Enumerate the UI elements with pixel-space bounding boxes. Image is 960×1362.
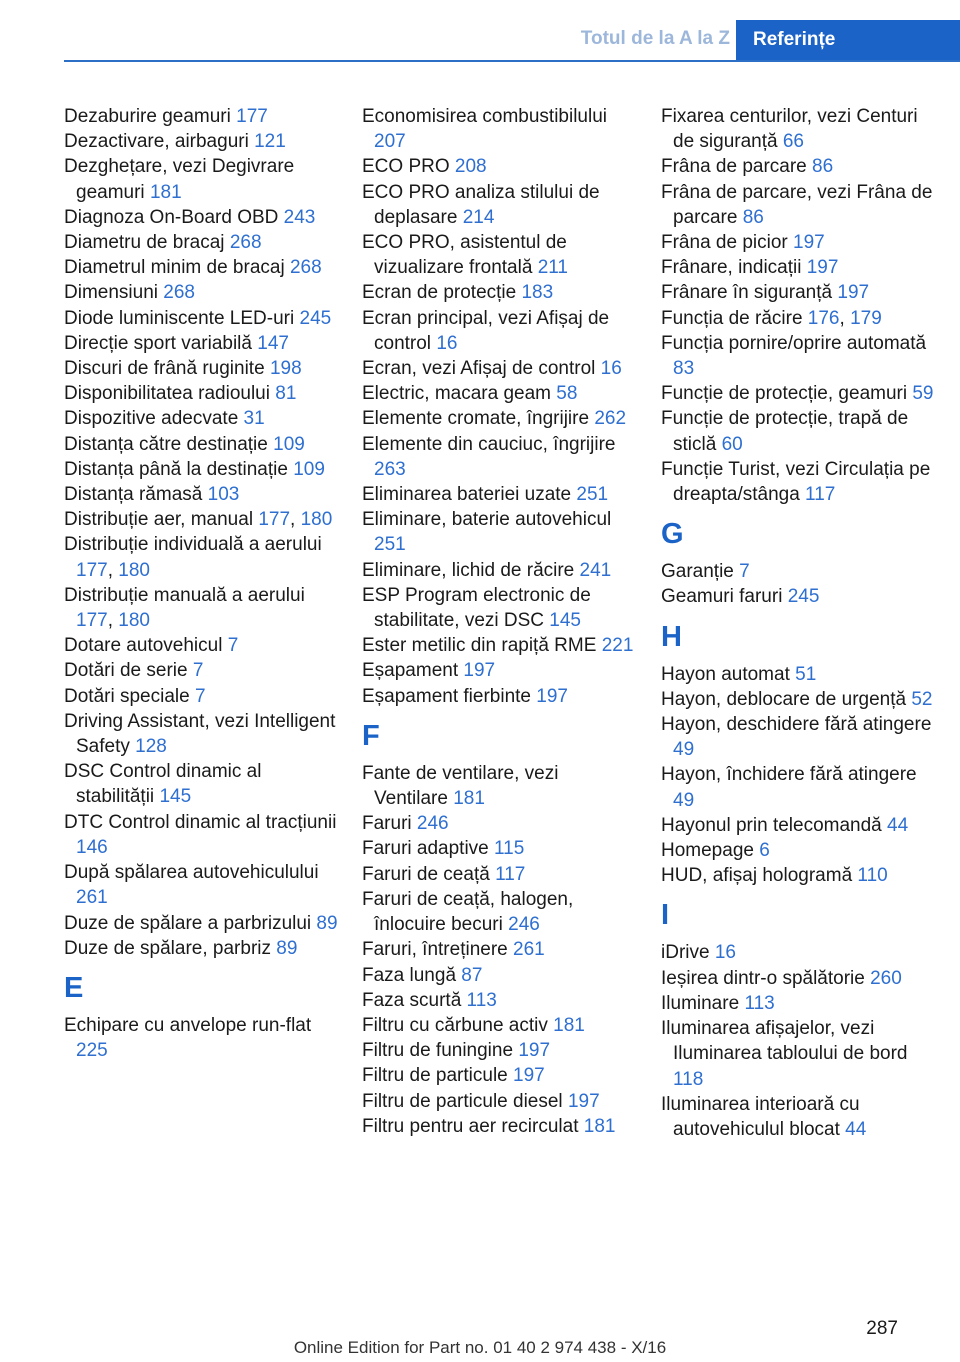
index-entry (661, 230, 936, 255)
index-entry (661, 966, 936, 991)
index-entry (362, 180, 637, 230)
entry-term: Ester metilic din rapiță RME (362, 635, 597, 657)
page-link[interactable]: 66 (782, 131, 804, 153)
index-entry (661, 584, 936, 609)
entry-term: Frâna de parcare, vezi Frâna de parcare (661, 181, 933, 228)
entry-term: Hayon, deschidere fără atingere (661, 714, 932, 736)
page-link[interactable]: 251 (576, 484, 609, 506)
entry-term: Eșapament fierbinte (362, 685, 531, 707)
index-entry (64, 356, 339, 381)
page-link[interactable]: 197 (837, 282, 870, 304)
entry-term: Duze de spălare a parbrizului (64, 912, 312, 934)
entry-term: HUD, afișaj hologramă (661, 865, 853, 887)
index-entry (661, 813, 936, 838)
index-entry (362, 1063, 637, 1088)
index-entry (661, 863, 936, 888)
index-entry (64, 406, 339, 431)
section-title: Totul de la A la Z (580, 28, 730, 49)
entry-term: Eliminare, baterie autovehicul (362, 509, 612, 531)
page-link[interactable]: 58 (556, 383, 578, 405)
index-entry (362, 154, 637, 179)
entry-term: Faza lungă (362, 964, 457, 986)
entry-term: Echipare cu anvelope run-flat (64, 1014, 312, 1036)
page-link[interactable]: 146 (76, 836, 108, 858)
page-link[interactable]: 147 (257, 332, 289, 354)
index-entry: Distribuție individuală a aerului 177, 180 (64, 534, 322, 581)
entry-term: Filtru de particule diesel (362, 1090, 563, 1112)
index-entry: Funcția de răcire 176, 179 (661, 307, 882, 329)
index-entry (362, 1089, 637, 1114)
index-entry (64, 684, 339, 709)
page-link[interactable]: 214 (462, 206, 495, 228)
page-link[interactable]: 197 (536, 685, 568, 707)
section-tab: Referințe (736, 20, 960, 62)
index-entry (64, 810, 339, 860)
index-entry (661, 559, 936, 584)
entry-term: Diode luminiscente LED-uri (64, 307, 295, 329)
index-letter: F (362, 719, 380, 752)
index-entry (362, 230, 637, 280)
page-link[interactable]: 49 (673, 739, 695, 761)
index-entry (362, 381, 637, 406)
entry-term: ECO PRO (362, 156, 450, 178)
index-entry (661, 1092, 936, 1142)
index-letter: G (661, 518, 684, 551)
entry-term: Diametrul minim de bracaj (64, 257, 285, 279)
entry-term: Dezghețare, vezi Degivrare geamuri (64, 156, 295, 203)
entry-term: Faruri de ceață (362, 863, 490, 885)
entry-term: Filtru de particule (362, 1065, 508, 1087)
page-link[interactable]: 197 (806, 257, 839, 279)
page-link[interactable]: 246 (416, 813, 449, 835)
entry-term: Filtru cu cărbune activ (362, 1014, 548, 1036)
page-link[interactable]: 60 (721, 433, 743, 455)
entry-term: Filtru pentru aer recirculat (362, 1115, 579, 1137)
index-entry (362, 432, 637, 482)
entry-term: Dotări de serie (64, 660, 188, 682)
page-link[interactable]: 115 (494, 838, 525, 860)
entry-term: Iluminarea afișajelor, vezi Iluminarea tabloului de bord (661, 1018, 908, 1065)
page-link[interactable]: 246 (508, 914, 540, 936)
footer-edition: Online Edition for Part no. 01 40 2 974 438 - X/16 (293, 1338, 667, 1357)
page-link[interactable]: 59 (912, 383, 934, 405)
page-link[interactable]: 7 (227, 635, 239, 657)
page-link[interactable]: 197 (793, 232, 825, 254)
page-link[interactable]: 121 (254, 131, 286, 153)
page-link[interactable]: 241 (579, 559, 612, 581)
page-link[interactable]: 86 (742, 206, 764, 228)
index-entry (362, 937, 637, 962)
page-link[interactable]: 128 (135, 736, 167, 758)
page-link[interactable]: 198 (269, 358, 302, 380)
page-link[interactable]: 181 (453, 788, 485, 810)
entry-term: Faruri de ceață, halogen, înlocuire becuri (362, 888, 574, 936)
page-link[interactable]: 207 (374, 131, 406, 153)
index-entry (661, 457, 936, 507)
index-entry (64, 911, 339, 936)
entry-term: Eliminarea bateriei uzate (362, 484, 572, 506)
entry-term: Hayon, închidere fără atingere (661, 764, 917, 786)
entry-term: Frâna de parcare (661, 156, 807, 178)
entry-term: iDrive (661, 942, 710, 964)
index-entry (64, 658, 339, 683)
index-entry (64, 432, 339, 457)
page-link[interactable]: 109 (293, 458, 325, 480)
page-link[interactable]: 183 (521, 282, 554, 304)
index-entry (661, 1016, 936, 1092)
entry-term: Hayonul prin telecomandă (661, 814, 882, 836)
page-link[interactable]: 44 (845, 1118, 867, 1140)
entry-term: Frânare, indicații (661, 257, 802, 279)
index-entry (661, 838, 936, 863)
index-entry (64, 457, 339, 482)
entry-term: Hayon, deblocare de urgență (661, 688, 907, 710)
page-link[interactable]: 268 (163, 282, 195, 304)
entry-term: Homepage (661, 840, 754, 862)
index-entry (64, 331, 339, 356)
index-entry (661, 180, 936, 230)
entry-term: Faruri (362, 813, 412, 835)
page-number: 287 (866, 1318, 898, 1339)
page-link[interactable]: 260 (870, 967, 902, 989)
entry-term: Faruri, întreținere (362, 939, 508, 961)
entry-term: Elemente din cauciuc, îngrijire (362, 433, 616, 455)
page-link[interactable]: 145 (159, 786, 192, 808)
page-link[interactable]: 86 (812, 156, 834, 178)
entry-term: Distribuție aer, manual (64, 509, 254, 531)
page-link[interactable]: 103 (207, 484, 240, 506)
page-link[interactable]: 110 (857, 865, 888, 887)
entry-term: Discuri de frână ruginite (64, 358, 265, 380)
index-entry (661, 104, 936, 154)
index-entry (362, 583, 637, 633)
entry-term: Dispozitive adecvate (64, 408, 239, 430)
index-entry (64, 104, 339, 129)
index-entry (661, 712, 936, 762)
entry-term: Diagnoza On-Board OBD (64, 206, 279, 228)
index-entry (362, 862, 637, 887)
index-letter: H (661, 620, 682, 653)
page-link[interactable]: 44 (887, 814, 909, 836)
page-link[interactable]: 83 (673, 358, 695, 380)
index-entry (64, 381, 339, 406)
index-entry (362, 684, 637, 709)
index-entry (64, 482, 339, 507)
entry-term: Frânare în siguranță (661, 282, 833, 304)
index-entry (64, 633, 339, 658)
page-link[interactable]: 117 (495, 863, 526, 885)
page-link[interactable]: 16 (436, 332, 458, 354)
entry-term: Funcție de protecție, trapă de sticlă (661, 408, 909, 455)
entry-term: Funcție de protecție, geamuri (661, 383, 908, 405)
entry-term: Fixarea centurilor, vezi Centuri de siguranță (661, 106, 918, 153)
page-link[interactable]: 118 (673, 1068, 704, 1090)
page-link[interactable]: 81 (275, 383, 297, 405)
entry-term: Driving Assistant, vezi Intelligent Safety (64, 710, 336, 758)
entry-term: Direcție sport variabilă (64, 332, 252, 354)
index-entry (64, 129, 339, 154)
index-entry (64, 255, 339, 280)
index-column-1 (64, 104, 339, 1063)
page-header (0, 0, 960, 62)
entry-term: Eliminare, lichid de răcire (362, 559, 575, 581)
index-entry (64, 230, 339, 255)
index-entry (362, 633, 637, 658)
page-link[interactable]: 268 (229, 232, 262, 254)
index-entry (362, 963, 637, 988)
entry-term: Distanța până la destinație (64, 458, 288, 480)
page-link[interactable]: 221 (601, 635, 634, 657)
entry-term: Fante de ventilare, vezi Ventilare (362, 762, 559, 810)
page-link[interactable]: 197 (463, 660, 496, 682)
index-entry (64, 860, 339, 910)
entry-term: Eșapament (362, 660, 459, 682)
page-link[interactable]: 176 (807, 307, 840, 329)
page-link[interactable]: 117 (805, 484, 836, 506)
page-link[interactable]: 177 (76, 610, 108, 632)
page-link[interactable]: 7 (194, 685, 206, 707)
page-link[interactable]: 197 (567, 1090, 600, 1112)
page-link[interactable]: 49 (673, 789, 695, 811)
index-entry (362, 887, 637, 937)
page-link[interactable]: 52 (911, 688, 933, 710)
page-link[interactable]: 261 (76, 887, 108, 909)
entry-term: Distanța către destinație (64, 433, 268, 455)
page-link[interactable]: 177 (258, 509, 291, 531)
entry-term: ESP Program electronic de stabilitate, vezi DSC (362, 584, 591, 632)
entry-term: DTC Control dinamic al tracțiunii (64, 811, 337, 833)
index-entry (64, 1013, 339, 1063)
page-link[interactable]: 16 (714, 942, 736, 964)
index-entry (362, 507, 637, 557)
entry-term: Diametru de bracaj (64, 232, 225, 254)
index-entry (64, 306, 339, 331)
page-link[interactable]: 197 (518, 1040, 551, 1062)
page-link[interactable]: 261 (513, 939, 545, 961)
index-entry (362, 406, 637, 431)
page-link[interactable]: 251 (374, 534, 406, 556)
index-entry (661, 687, 936, 712)
index-entry: Distribuție aer, manual 177, 180 (64, 509, 333, 531)
entry-term: Elemente cromate, îngrijire (362, 408, 590, 430)
entry-term: Duze de spălare, parbriz (64, 937, 271, 959)
entry-term: Electric, macara geam (362, 383, 552, 405)
index-entry (64, 709, 339, 759)
index-entry (64, 759, 339, 809)
index-entry (661, 991, 936, 1016)
index-entry (64, 205, 339, 230)
page-link[interactable]: 180 (118, 559, 150, 581)
page-link[interactable]: 245 (787, 586, 820, 608)
index-entry: Distribuție manuală a aerului 177, 180 (64, 584, 305, 632)
index-column-3 (661, 104, 936, 1142)
index-entry (362, 1038, 637, 1063)
entry-term: Hayon automat (661, 663, 790, 685)
index-entry (362, 1114, 637, 1139)
entry-term: Funcția pornire/oprire automată (661, 332, 927, 354)
index-entry (661, 940, 936, 965)
page-link[interactable]: 6 (759, 840, 770, 862)
entry-term: Dezaburire geamuri (64, 106, 231, 127)
index-column-2 (362, 104, 637, 1139)
index-entry (362, 356, 637, 381)
index-entry (362, 306, 637, 356)
page-link[interactable]: 89 (276, 937, 298, 959)
index-entry (64, 154, 339, 204)
page-link[interactable]: 7 (739, 561, 750, 583)
page-link[interactable]: 180 (118, 610, 150, 632)
index-entry (661, 406, 936, 456)
page-link[interactable]: 113 (466, 989, 497, 1011)
entry-term: Distribuție individuală a aerului (64, 534, 322, 556)
entry-term: Ieșirea dintr-o spălătorie (661, 967, 865, 989)
entry-term: Garanție (661, 561, 734, 583)
entry-term: Funcție Turist, vezi Circulația pe dreapta/stânga (661, 458, 931, 506)
entry-term: Dimensiuni (64, 282, 158, 304)
index-entry (362, 811, 637, 836)
entry-term: Dotare autovehicul (64, 635, 223, 657)
entry-term: ECO PRO, asistentul de vizualizare frontală (362, 232, 567, 279)
entry-term: Ecran principal, vezi Afișaj de control (362, 307, 610, 354)
index-letter: I (661, 899, 670, 932)
index-entry (661, 662, 936, 687)
entry-term: Dezactivare, airbaguri (64, 131, 249, 153)
page-link[interactable]: 181 (583, 1115, 616, 1137)
index-entry (661, 255, 936, 280)
index-entry (661, 762, 936, 812)
index-entry (362, 836, 637, 861)
entry-term: Geamuri faruri (661, 586, 783, 608)
entry-term: Filtru de funingine (362, 1040, 514, 1062)
entry-term: Distanța rămasă (64, 484, 203, 506)
page-link[interactable]: 245 (299, 307, 332, 329)
index-entry (661, 154, 936, 179)
index-entry (362, 658, 637, 683)
entry-term: Iluminarea interioară cu autovehiculul blocat (661, 1093, 860, 1140)
index-entry (661, 381, 936, 406)
page-link[interactable]: 197 (513, 1065, 545, 1087)
page-link[interactable]: 31 (243, 408, 265, 430)
page-link[interactable]: 145 (549, 610, 581, 632)
page-link[interactable]: 225 (76, 1040, 108, 1062)
entry-term: Faruri adaptive (362, 838, 489, 860)
index-entry (64, 936, 339, 961)
page-link[interactable]: 208 (454, 156, 487, 178)
page-link[interactable]: 7 (192, 660, 204, 682)
entry-term: Faza scurtă (362, 989, 462, 1011)
page-link[interactable]: 268 (289, 257, 322, 279)
index-entry (362, 104, 637, 154)
entry-term: Economisirea combustibilului (362, 106, 607, 127)
page-link[interactable]: 177 (236, 106, 268, 127)
page-link[interactable]: 113 (744, 992, 775, 1014)
entry-term: După spălarea autovehiculului (64, 862, 319, 884)
entry-term: DSC Control dinamic al stabilității (64, 761, 262, 808)
index-entry (661, 280, 936, 305)
entry-term: Iluminare (661, 992, 740, 1014)
page-link[interactable]: 87 (461, 964, 483, 986)
index-letter: E (64, 971, 84, 1004)
entry-term: Ecran, vezi Afișaj de control (362, 358, 596, 380)
page-link[interactable]: 179 (850, 307, 882, 329)
entry-term: Funcția de răcire (661, 307, 803, 329)
entry-term: Distribuție manuală a aerului (64, 584, 305, 606)
index-entry (362, 988, 637, 1013)
page-link[interactable]: 181 (553, 1014, 585, 1036)
page-link[interactable]: 51 (795, 663, 817, 685)
page-link[interactable]: 181 (149, 181, 182, 203)
page-link[interactable]: 262 (594, 408, 627, 430)
page-link[interactable]: 263 (374, 458, 406, 480)
index-entry (362, 1013, 637, 1038)
entry-term: Ecran de protecție (362, 282, 517, 304)
entry-term: ECO PRO analiza stilului de deplasare (362, 181, 600, 228)
index-entry (362, 761, 637, 811)
index-entry (362, 280, 637, 305)
page-link[interactable]: 89 (316, 912, 338, 934)
entry-term: Disponibilitatea radioului (64, 383, 270, 405)
header-rule (64, 60, 960, 62)
page-link[interactable]: 177 (76, 559, 108, 581)
entry-term: Dotări speciale (64, 685, 190, 707)
page-link[interactable]: 109 (273, 433, 305, 455)
page-link[interactable]: 16 (600, 358, 622, 380)
entry-term: Frâna de picior (661, 232, 788, 254)
index-entry (661, 331, 936, 381)
index-entry (362, 482, 637, 507)
page-link[interactable]: 180 (300, 509, 333, 531)
page-link[interactable]: 243 (283, 206, 316, 228)
index-entry (362, 558, 637, 583)
index-entry (64, 280, 339, 305)
page-link[interactable]: 211 (537, 257, 568, 279)
